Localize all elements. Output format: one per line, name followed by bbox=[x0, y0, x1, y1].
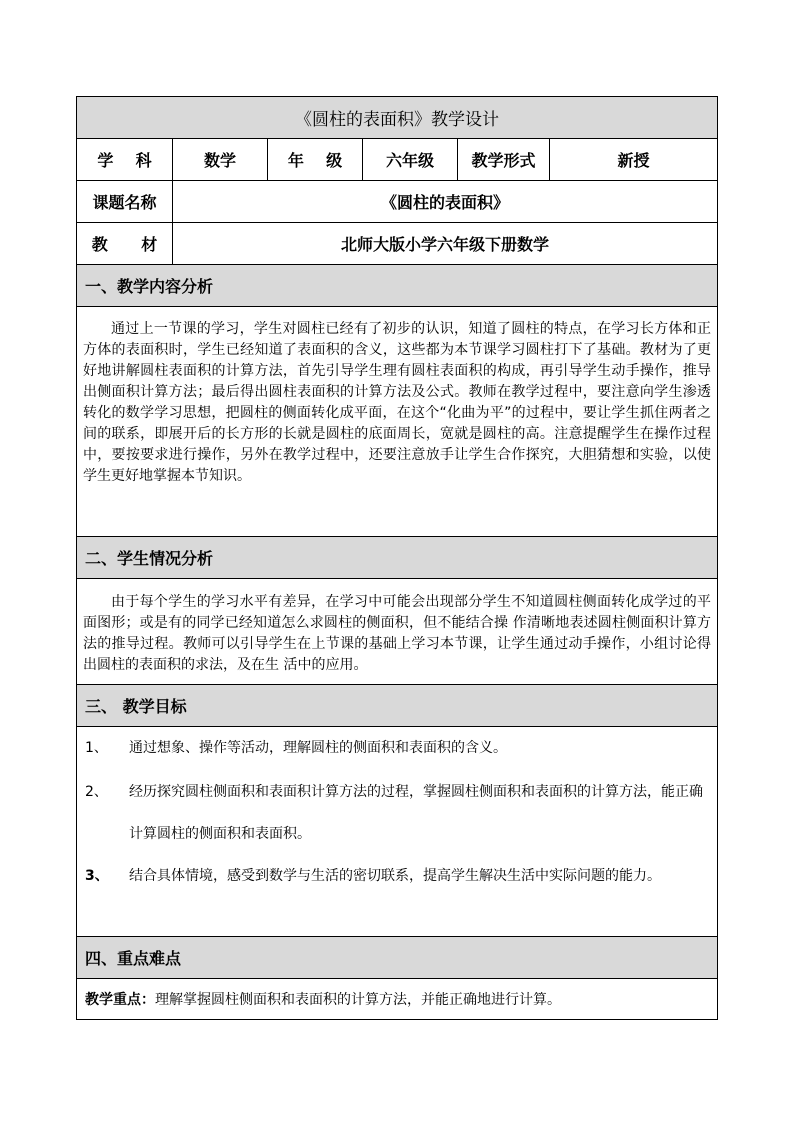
goal-item bbox=[85, 855, 711, 897]
goal-number: 1、 bbox=[85, 740, 108, 756]
lesson-plan-table bbox=[76, 96, 718, 1020]
textbook-label: 教 材 bbox=[91, 235, 158, 254]
student-analysis-body bbox=[77, 579, 717, 685]
section-heading-key-points: 四、重点难点 bbox=[77, 937, 717, 979]
textbook-row bbox=[77, 223, 717, 265]
goal-number: 2、 bbox=[85, 784, 108, 800]
document-title: 《圆柱的表面积》教学设计 bbox=[295, 110, 499, 130]
section-heading-student-analysis: 二、学生情况分析 bbox=[77, 537, 717, 579]
info-row bbox=[77, 139, 717, 181]
teaching-form-value: 新授 bbox=[549, 139, 717, 180]
goal-text: 通过想象、操作等活动，理解圆柱的侧面积和表面积的含义。 bbox=[129, 740, 507, 756]
teaching-focus-row bbox=[77, 979, 717, 1019]
teaching-focus-label: 教学重点： bbox=[85, 992, 155, 1008]
goal-item bbox=[85, 735, 711, 761]
title-row bbox=[77, 97, 717, 139]
topic-value: 《圆柱的表面积》 bbox=[172, 181, 717, 222]
grade-value: 六年级 bbox=[362, 139, 457, 180]
topic-row bbox=[77, 181, 717, 223]
subject-label: 学 科 bbox=[97, 151, 152, 170]
content-analysis-body bbox=[77, 307, 717, 537]
goal-text: 经历探究圆柱侧面积和表面积计算方法的过程，掌握圆柱侧面积和表面积的计算方法，能正确计算圆柱的侧面积和表面积。 bbox=[129, 784, 703, 842]
subject-value: 数学 bbox=[172, 139, 267, 180]
content-analysis-text: 通过上一节课的学习，学生对圆柱已经有了初步的认识，知道了圆柱的特点，在学习长方体和正方体的表面积时，学生已经知道了表面积的含义，这些都为本节课学习圆柱打下了基础。教材为了更好地讲解圆柱表面积的计算方法，首先引导学生理有圆柱表面积的构成，再引导学生动手操作，推导出侧面积计算方法；最后得出圆柱表面积的计算方法及公式。教师在教学过程中，要注意向学生渗透转化的数学学习思想，把圆柱的侧面转化成平面，在这个“化曲为平”的过程中，要让学生抓住两者之间的联系，即展开后的长方形的长就是圆柱的底面周长，宽就是圆柱的高。注意提醒学生在操作过程中，要按要求进行操作，另外在教学过程中，还要注意放手让学生合作探究，大胆猜想和实验，以使学生更好地掌握本节知识。 bbox=[83, 321, 711, 484]
section-heading-goals: 三、 教学目标 bbox=[77, 685, 717, 727]
goals-body bbox=[77, 727, 717, 937]
section-heading-content-analysis: 一、教学内容分析 bbox=[77, 265, 717, 307]
teaching-focus-text: 理解掌握圆柱侧面积和表面积的计算方法，并能正确地进行计算。 bbox=[155, 992, 561, 1008]
topic-label: 课题名称 bbox=[92, 193, 157, 212]
textbook-value: 北师大版小学六年级下册数学 bbox=[172, 223, 717, 264]
student-analysis-text: 由于每个学生的学习水平有差异，在学习中可能会出现部分学生不知道圆柱侧面转化成学过的平面图形；或是有的同学已经知道怎么求圆柱的侧面积，但不能结合操 作清晰地表述圆柱侧面积计算方法的推导过程。教师可以引导学生在上节课的基础上学习本节课，让学生通过动手操作，小组讨论得出圆柱的表面积的求法，及在生 活中的应用。 bbox=[83, 594, 711, 673]
goal-text: 结合具体情境，感受到数学与生活的密切联系，提高学生解决生活中实际问题的能力。 bbox=[129, 868, 661, 884]
goal-number: 3、 bbox=[85, 868, 109, 884]
grade-label: 年 级 bbox=[267, 139, 362, 180]
goal-item bbox=[85, 771, 711, 855]
teaching-form-label: 教学形式 bbox=[457, 139, 549, 180]
